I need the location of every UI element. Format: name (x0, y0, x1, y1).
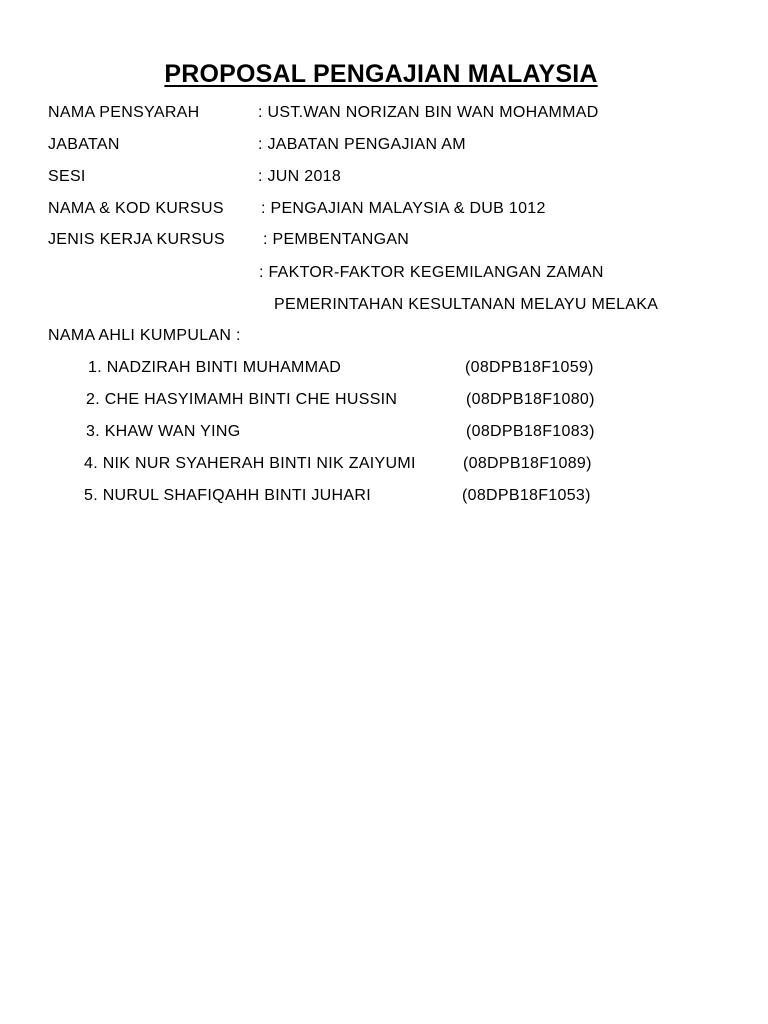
field-label: JENIS KERJA KURSUS (48, 231, 226, 248)
member-id: (08DPB18F1089) (463, 455, 592, 472)
field-label: JABATAN (48, 136, 120, 153)
member-id: (08DPB18F1059) (465, 359, 594, 376)
member-id: (08DPB18F1083) (466, 423, 595, 440)
field-value: : JUN 2018 (258, 168, 342, 185)
member-name: 2. CHE HASYIMAMH BINTI CHE HUSSIN (86, 391, 398, 408)
field-value: : PEMBENTANGAN (263, 231, 410, 248)
member-id: (08DPB18F1080) (466, 391, 595, 408)
field-label: SESI (48, 168, 86, 185)
field-value: : JABATAN PENGAJIAN AM (258, 136, 466, 153)
field-value: : UST.WAN NORIZAN BIN WAN MOHAMMAD (258, 104, 599, 121)
member-name: 4. NIK NUR SYAHERAH BINTI NIK ZAIYUMI (84, 455, 416, 472)
topic-line-1: : FAKTOR-FAKTOR KEGEMILANGAN ZAMAN (259, 264, 604, 281)
document-title-text: PROPOSAL PENGAJIAN MALAYSIA (164, 60, 598, 88)
topic-line-2: PEMERINTAHAN KESULTANAN MELAYU MELAKA (274, 296, 659, 313)
document-title (0, 60, 762, 89)
member-name: 1. NADZIRAH BINTI MUHAMMAD (88, 359, 342, 376)
member-name: 3. KHAW WAN YING (86, 423, 241, 440)
member-name: 5. NURUL SHAFIQAHH BINTI JUHARI (84, 487, 371, 504)
field-label: NAMA & KOD KURSUS (48, 200, 224, 217)
member-id: (08DPB18F1053) (462, 487, 591, 504)
field-label: NAMA PENSYARAH (48, 104, 200, 121)
field-value: : PENGAJIAN MALAYSIA & DUB 1012 (261, 200, 546, 217)
members-heading: NAMA AHLI KUMPULAN : (48, 327, 241, 344)
